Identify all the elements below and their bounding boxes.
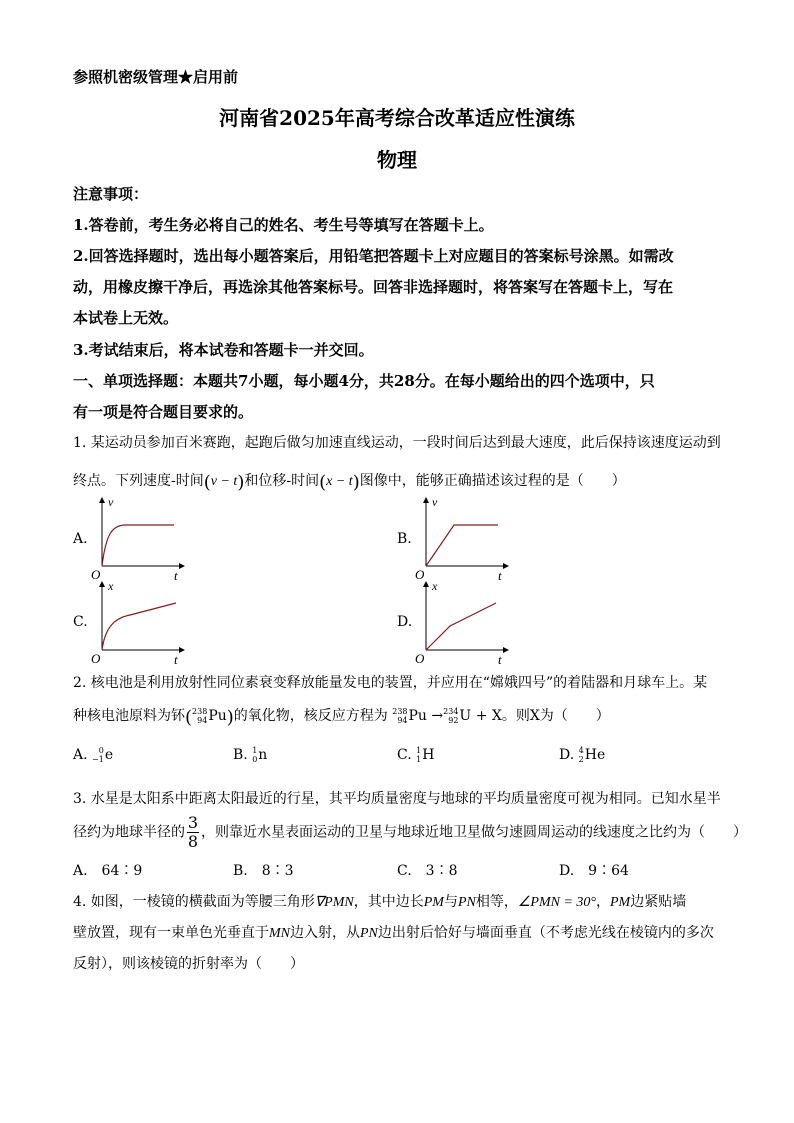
q2-b-nuclide (252, 746, 267, 764)
q1-text-2: 和位移-时间 (244, 473, 320, 489)
u-mass: 234 (443, 707, 459, 716)
q4-text-3: 与 (443, 894, 458, 910)
q2-option-d (559, 746, 605, 764)
q3-option-c: C. 3∶8 (397, 863, 458, 879)
exam-title: 河南省2025年高考综合改革适应性演练 (219, 106, 575, 130)
pu-mass-eq: 238 (392, 707, 408, 716)
q3-line-1: 3. 水星是太阳系中距离太阳最近的行星，其平均质量密度与地球的平均质量密度可视为相同。已知水星半 (73, 791, 721, 807)
q1-paren-close-2: ) (352, 472, 360, 493)
q3-text-2: ，则靠近水星表面运动的卫星与地球近地卫星做匀速圆周运动的线速度之比约为（ ） (201, 824, 747, 841)
origin-label: O (91, 567, 101, 582)
q4-pn-2: PN (360, 926, 378, 941)
q1-option-a-label: A. (73, 531, 88, 547)
q4-line-3: 反射），则该棱镜的折射率为（ ） (73, 956, 304, 972)
axis-x-label: x (108, 579, 114, 593)
origin-label: O (91, 651, 101, 666)
u-symbol: U (459, 708, 472, 724)
q4-text-2: ，其中边长 (353, 894, 424, 910)
pu-z-eq: 94 (397, 716, 408, 725)
q2-b-mass: 1 (252, 746, 258, 755)
section-1-line-1: 一、单项选择题：本题共7小题，每小题4分，共28分。在每小题给出的四个选项中，只 (73, 372, 655, 390)
axis-v-label: v (432, 495, 438, 509)
q1-option-d-label: D. (397, 614, 413, 630)
note-2-line-1: 2.回答选择题时，选出每小题答案后，用铅笔把答题卡上对应题目的答案标号涂黑。如需改 (73, 247, 674, 265)
q3-option-a: A. 64∶9 (73, 863, 143, 879)
u-z: 92 (448, 716, 459, 725)
axis-t-label: t (174, 568, 178, 582)
q4-text-6: 边紧贴墙 (630, 894, 687, 910)
q2-b-symbol: n (258, 747, 268, 763)
q1-line-1: 1. 某运动员参加百米赛跑，起跑后做匀加速直线运动，一段时间后达到最大速度，此后保持该速度运动到 (73, 435, 721, 451)
q1-xt: x − t (326, 474, 353, 489)
q2-text-1: 种核电池原料为钚 (73, 708, 185, 724)
q4-text-1: 4. 如图，一棱镜的横截面为等腰三角形 (73, 894, 315, 910)
q4-pm: PM (423, 895, 444, 910)
plus-x: + X (475, 708, 502, 724)
q2-b-z: 0 (252, 755, 258, 764)
vt-curve (102, 525, 174, 566)
xt-curve (102, 603, 176, 650)
note-2-line-2: 动，用橡皮擦干净后，再选涂其他答案标号。回答非选择题时，将答案写在答题卡上，写在 (73, 278, 674, 296)
q1-line-2 (73, 470, 626, 493)
axis-t-label: t (498, 568, 502, 582)
q2-a-label: A. (73, 747, 88, 763)
q3-option-d: D. 9∶64 (559, 863, 629, 879)
q1-option-c-label: C. (73, 614, 88, 630)
q4-line-2 (73, 922, 714, 942)
q1-option-b-label: B. (397, 531, 412, 547)
vt-line (426, 525, 498, 566)
pu-mass: 238 (192, 707, 208, 716)
q2-line-2 (73, 705, 610, 728)
q2-paren-open: ( (185, 707, 193, 728)
q2-d-z: 2 (578, 755, 584, 764)
pu-symbol: Pu (208, 708, 227, 724)
axis-v-label: v (108, 495, 114, 509)
pu-nuclide (192, 707, 227, 725)
q2-option-b (233, 746, 267, 764)
q1-vt: v − t (210, 474, 238, 489)
u-nuclide (443, 707, 471, 725)
q4-text-9: 边出射后恰好与墙面垂直（不考虑光线在棱镜内的多次 (377, 925, 714, 941)
xt-line (426, 603, 496, 650)
q2-a-z: −1 (92, 755, 104, 764)
q2-d-mass: 4 (578, 746, 584, 755)
q2-a-mass: 0 (98, 746, 104, 755)
q3-denominator: 8 (187, 832, 199, 851)
q1-paren-close-1: ) (237, 472, 245, 493)
q1-graph-a (90, 494, 190, 582)
q1-graph-b (414, 494, 514, 582)
axis-x-label: x (432, 579, 438, 593)
note-1: 1.答卷前，考生务必将自己的姓名、考生号等填写在答题卡上。 (73, 216, 494, 234)
q2-a-nuclide (92, 746, 113, 764)
q2-option-c (397, 746, 434, 764)
q3-option-b: B. 8∶3 (233, 863, 294, 879)
pu-z: 94 (197, 716, 208, 725)
axis-t-label: t (174, 652, 178, 666)
q4-line-1 (73, 891, 686, 911)
secret-level: 参照机密级管理★启用前 (73, 68, 239, 86)
section-1-line-2: 有一项是符合题目要求的。 (73, 403, 254, 421)
q1-paren-open-2: ( (319, 472, 327, 493)
q4-mn: MN (269, 926, 290, 941)
q4-triangle: ∇PMN (314, 895, 354, 910)
q2-a-symbol: e (104, 747, 114, 763)
q2-c-label: C. (397, 747, 412, 763)
q2-c-z: 1 (416, 755, 422, 764)
q2-line-1: 2. 核电池是利用放射性同位素衰变释放能量发电的装置，并应用在“嫦娥四号”的着陆器和月球车上。某 (73, 675, 708, 691)
q3-numerator: 3 (187, 813, 199, 832)
pu-symbol-eq: Pu (408, 708, 427, 724)
q3-text-1: 径约为地球半径的 (73, 824, 185, 841)
origin-label: O (415, 567, 425, 582)
reaction-arrow: → (431, 708, 444, 724)
q3-fraction (187, 814, 199, 851)
q4-text-7: 壁放置，现有一束单色光垂直于 (73, 925, 269, 941)
q2-c-symbol: H (422, 747, 435, 763)
pu-nuclide-eq (392, 707, 427, 725)
q2-paren-close: ) (226, 707, 234, 728)
subject-title: 物理 (377, 148, 417, 172)
q1-paren-open-1: ( (203, 472, 211, 493)
q1-graph-c (90, 578, 190, 666)
q1-graph-d (414, 578, 514, 666)
q2-d-symbol: He (584, 747, 606, 763)
notes-heading: 注意事项： (73, 185, 149, 203)
note-3: 3.考试结束后，将本试卷和答题卡一并交回。 (73, 341, 374, 359)
q2-b-label: B. (233, 747, 248, 763)
origin-label: O (415, 651, 425, 666)
q4-angle: ∠PMN = 30° (517, 895, 596, 910)
q4-text-5: ， (596, 894, 610, 910)
q2-text-2: 的氧化物，核反应方程为 (233, 708, 388, 724)
q4-pn: PN (457, 895, 476, 910)
q2-d-label: D. (559, 747, 575, 763)
q4-pm-2: PM (610, 895, 631, 910)
q3-line-2 (73, 814, 747, 851)
q2-c-mass: 1 (416, 746, 422, 755)
q2-option-a (73, 746, 113, 764)
q1-text-1: 终点。下列速度-时间 (73, 473, 204, 489)
axis-t-label: t (498, 652, 502, 666)
q2-text-3: 。则X为（ ） (501, 708, 610, 724)
q4-text-8: 边入射，从 (290, 925, 360, 941)
q2-d-nuclide (579, 746, 606, 764)
q1-text-3: 图像中，能够正确描述该过程的是（ ） (359, 473, 626, 489)
q4-text-4: 相等， (475, 894, 518, 910)
note-2-line-3: 本试卷上无效。 (73, 309, 179, 327)
q2-c-nuclide (416, 746, 434, 764)
